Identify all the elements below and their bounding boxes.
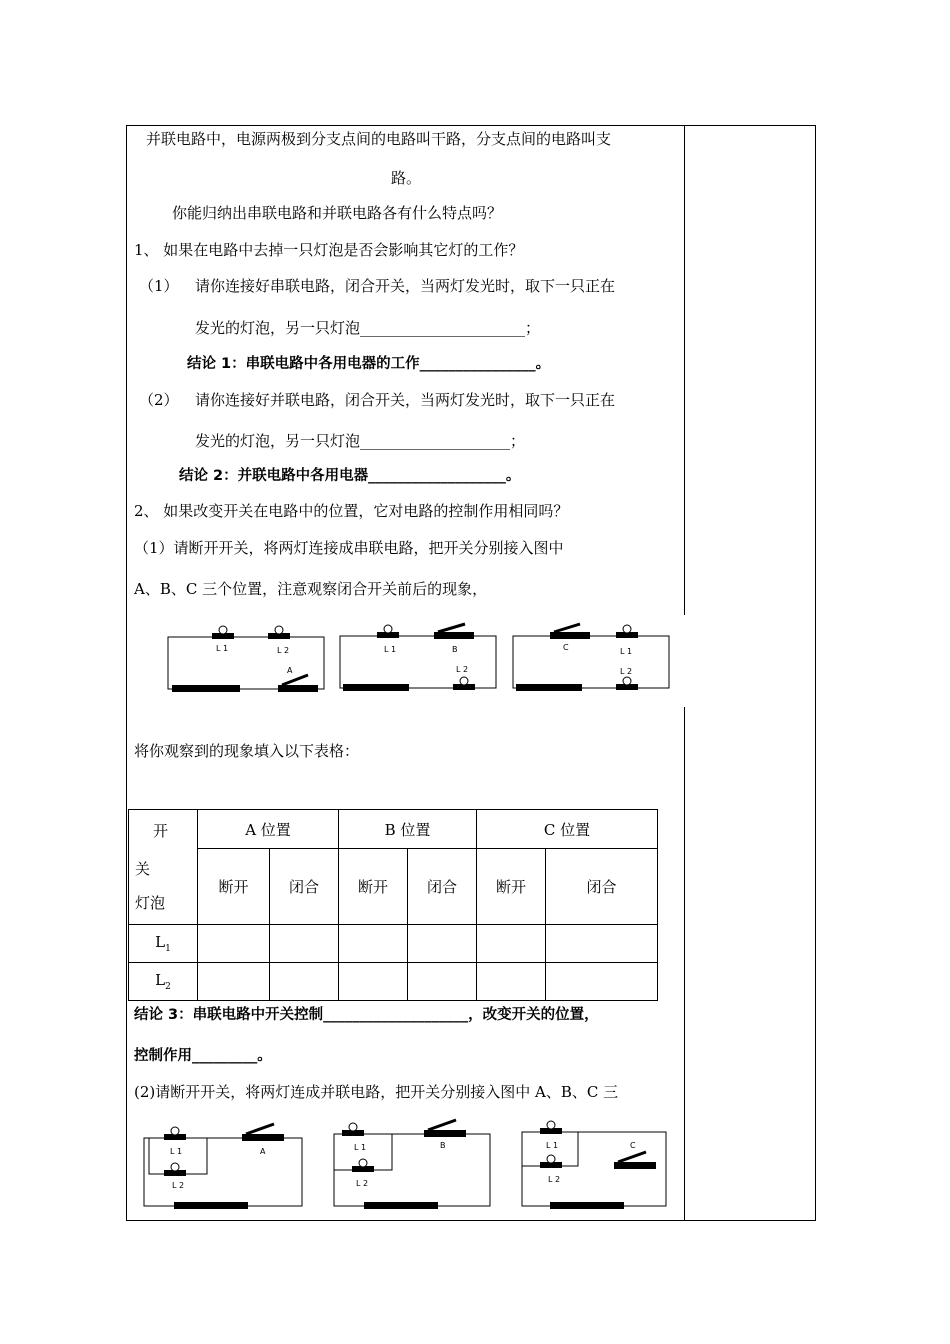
lamp-label-l1: L 1 (216, 644, 229, 653)
item-number: （2） (139, 391, 179, 409)
lamp-label-l2: L 2 (277, 646, 290, 655)
battery-icon (550, 1202, 624, 1209)
conclusion-1: 结论 1：串联电路中各用电器的工作________________。 (187, 356, 551, 372)
table-cell[interactable] (198, 963, 270, 1001)
switch-icon (278, 675, 318, 692)
switch-icon (434, 624, 474, 639)
lamp-label-l1: L 1 (546, 1141, 559, 1150)
bulb-icon (212, 626, 234, 639)
corner-label-mid: 关 (135, 859, 151, 878)
conclusion-3: 结论 3：串联电路中开关控制____________________，改变开关的位置， (134, 1007, 599, 1023)
table-corner-cell (129, 810, 198, 925)
bulb-icon (377, 625, 399, 638)
battery-icon (172, 685, 240, 692)
header-open: 断开 (339, 849, 408, 925)
series-circuit-a (160, 625, 330, 697)
column-divider-upper (684, 125, 685, 615)
paragraph-line: 你能归纳出串联电路和并联电路各有什么特点吗？ (172, 204, 503, 222)
bulb-icon (268, 626, 290, 639)
parallel-circuit-a (138, 1122, 308, 1216)
switch-icon (614, 1152, 656, 1169)
row-label-l1: $L_1$ (129, 925, 198, 963)
bulb-icon (616, 625, 638, 638)
bulb-icon (164, 1127, 186, 1140)
series-circuit-c (508, 622, 678, 694)
item-number: （1） (139, 277, 179, 295)
parallel-circuit-c (516, 1118, 686, 1212)
switch-position-c: C (563, 643, 569, 652)
battery-icon (364, 1202, 438, 1209)
corner-label-top: 开 (153, 821, 169, 840)
table-intro: 将你观察到的现象填入以下表格： (134, 742, 360, 760)
question-2: 2、 如果改变开关在电路中的位置，它对电路的控制作用相同吗？ (134, 502, 569, 520)
question-1: 1、 如果在电路中去掉一只灯泡是否会影响其它灯的工作？ (134, 241, 524, 259)
bulb-icon (616, 677, 638, 690)
table-cell[interactable] (477, 963, 546, 1001)
bulb-icon (540, 1121, 562, 1134)
series-circuit-b (335, 622, 505, 694)
battery-icon (174, 1202, 248, 1209)
battery-icon (516, 684, 582, 691)
bulb-icon (453, 677, 475, 690)
paragraph-line: 请你连接好并联电路，闭合开关，当两灯发光时，取下一只正在 (195, 391, 616, 409)
table-cell[interactable] (546, 963, 658, 1001)
switch-position-a: A (260, 1147, 266, 1156)
header-open: 断开 (477, 849, 546, 925)
switch-position-c: C (630, 1141, 636, 1150)
lamp-label-l1: L 1 (384, 645, 397, 654)
paragraph-line: A、B、C 三个位置，注意观察闭合开关前后的现象， (134, 580, 488, 598)
switch-position-b: B (440, 1141, 446, 1150)
header-open: 断开 (198, 849, 270, 925)
row-label-l2: $L_2$ (129, 963, 198, 1001)
table-cell[interactable] (477, 925, 546, 963)
table-row (129, 963, 658, 1001)
table-cell[interactable] (339, 963, 408, 1001)
table-cell[interactable] (408, 925, 477, 963)
lamp-label-l1: L 1 (170, 1147, 183, 1156)
header-closed: 闭合 (270, 849, 339, 925)
bulb-icon (540, 1155, 562, 1168)
switch-icon (424, 1120, 466, 1137)
paragraph-line: 发光的灯泡，另一只灯泡____________________； (195, 432, 526, 450)
table-row (129, 925, 658, 963)
paragraph-line: (2)请断开开关，将两灯连成并联电路，把开关分别接入图中 A、B、C 三 (134, 1083, 619, 1101)
table-cell[interactable] (546, 925, 658, 963)
header-closed: 闭合 (408, 849, 477, 925)
table-cell[interactable] (339, 925, 408, 963)
bulb-icon (342, 1123, 364, 1136)
paragraph-line: 并联电路中，电源两极到分支点间的电路叫干路，分支点间的电路叫支 (146, 130, 612, 148)
table-cell[interactable] (408, 963, 477, 1001)
bulb-icon (352, 1159, 374, 1172)
switch-icon (242, 1124, 284, 1141)
switch-icon (550, 624, 590, 639)
header-position-c: C 位置 (477, 810, 658, 849)
lamp-label-l2: L 2 (456, 665, 469, 674)
lamp-label-l2: L 2 (172, 1181, 185, 1190)
conclusion-2: 结论 2：并联电路中各用电器___________________。 (179, 468, 521, 484)
paragraph-line: 路。 (391, 169, 422, 187)
lamp-label-l2: L 2 (620, 667, 633, 676)
paragraph-line: 请你连接好串联电路，闭合开关，当两灯发光时，取下一只正在 (195, 277, 616, 295)
table-cell[interactable] (270, 925, 339, 963)
battery-icon (343, 684, 409, 691)
table-cell[interactable] (198, 925, 270, 963)
table-cell[interactable] (270, 963, 339, 1001)
conclusion-3-cont: 控制作用_________。 (134, 1048, 272, 1064)
header-closed: 闭合 (546, 849, 658, 925)
header-position-a: A 位置 (198, 810, 339, 849)
lamp-label-l1: L 1 (354, 1143, 367, 1152)
lamp-label-l2: L 2 (548, 1175, 561, 1184)
corner-label-bottom: 灯泡 (135, 893, 166, 912)
header-position-b: B 位置 (339, 810, 477, 849)
switch-position-a: A (287, 666, 293, 675)
lamp-label-l2: L 2 (356, 1179, 369, 1188)
lamp-label-l1: L 1 (620, 647, 633, 656)
bulb-icon (164, 1163, 186, 1176)
paragraph-line: 发光的灯泡，另一只灯泡______________________； (195, 319, 541, 337)
switch-position-b: B (452, 645, 458, 654)
observation-table (128, 809, 658, 1001)
parallel-circuit-b (328, 1118, 498, 1212)
paragraph-line: （1）请断开开关，将两灯连接成串联电路，把开关分别接入图中 (134, 539, 564, 557)
